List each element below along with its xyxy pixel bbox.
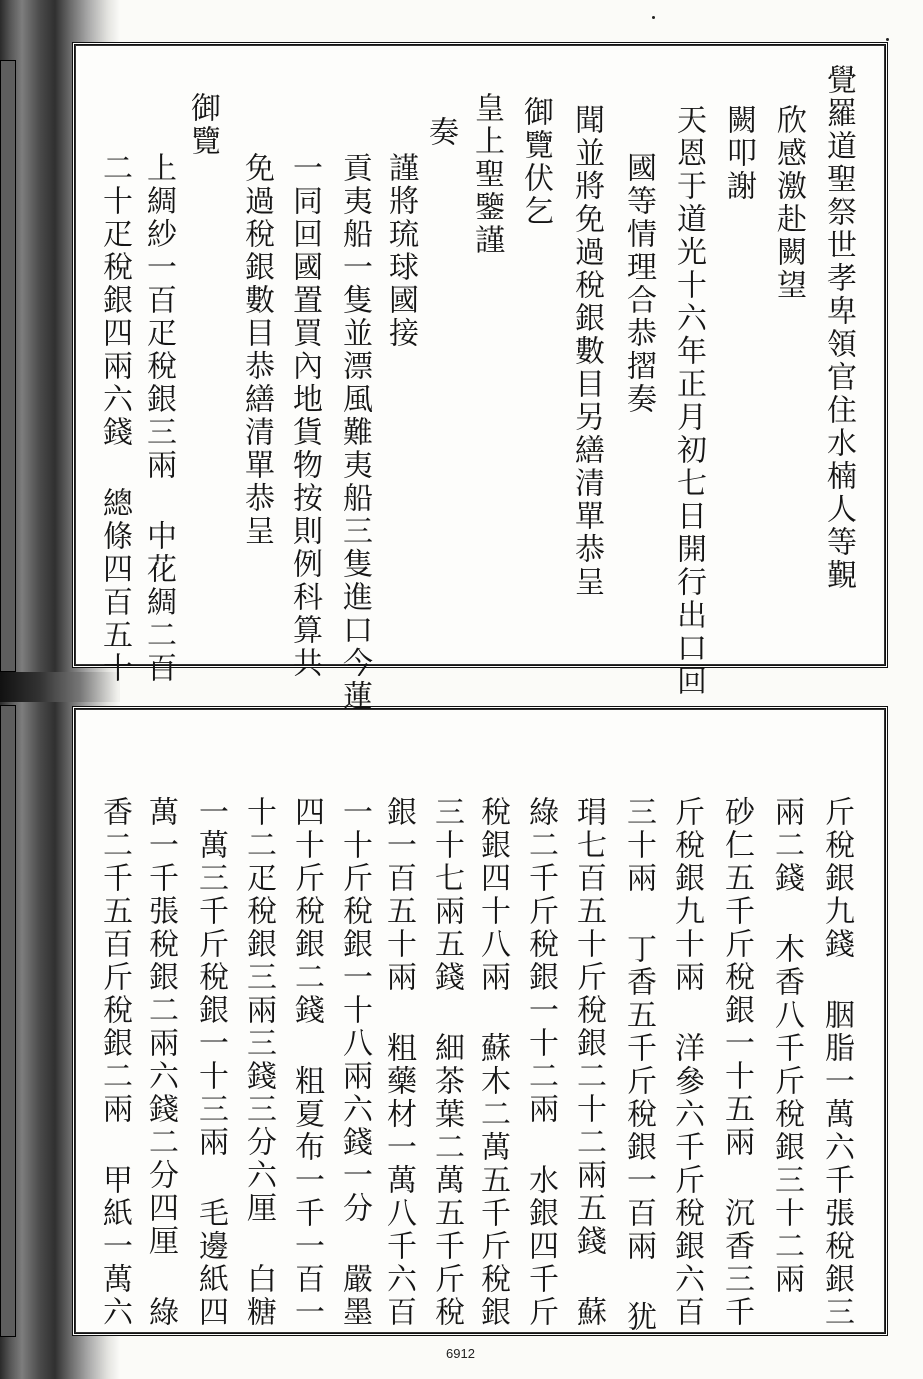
text-column: 萬一千張稅銀二兩六錢二分四厘 綠	[143, 796, 178, 1329]
previous-page-edge-bottom	[0, 705, 16, 1337]
text-column: 覺羅道聖祭世孝卑領官住水楠人等覲	[821, 64, 856, 592]
text-column: 兩二錢 木香八千斤稅銀三十二兩	[769, 796, 804, 1296]
text-column: 聞並將免過稅銀數目另繕清單恭呈	[569, 104, 604, 599]
text-column: 一同回國置買內地貨物按則例科算共	[287, 152, 322, 680]
text-column: 欣感激赴闕望	[771, 104, 806, 302]
text-column: 謹將琉球國接	[383, 152, 418, 350]
text-column: 天恩于道光十六年正月初七日開行出口回	[671, 104, 706, 698]
page-number: 6912	[446, 1346, 475, 1361]
text-column: 琄七百五十斤稅銀二十二兩五錢 蘇	[571, 796, 606, 1329]
text-column: 三十七兩五錢 細茶葉二萬五千斤稅	[429, 796, 464, 1329]
text-column: 四十斤稅銀二錢 粗夏布一千一百一	[289, 796, 324, 1329]
text-column: 奏	[423, 116, 458, 149]
paper-speck	[886, 38, 889, 41]
previous-page-edge-top	[0, 60, 16, 672]
text-column: 砂仁五千斤稅銀一十五兩 沉香三千	[719, 796, 754, 1329]
text-column: 一萬三千斤稅銀一十三兩 毛邊紙四	[193, 796, 228, 1329]
text-column: 闕叩謝	[721, 104, 756, 203]
text-column: 二十疋稅銀四兩六錢 總條四百五十	[97, 152, 132, 685]
text-column: 斤稅銀九十兩 洋參六千斤稅銀六百	[669, 796, 704, 1329]
text-column: 十二疋稅銀三兩三錢三分六厘 白糖	[241, 796, 276, 1329]
text-column: 銀一百五十兩 粗藥材一萬八千六百	[381, 796, 416, 1329]
text-column: 稅銀四十八兩 蘇木二萬五千斤稅銀	[475, 796, 510, 1329]
text-column: 國等情理合恭摺奏	[621, 152, 656, 416]
paper-speck	[652, 16, 655, 19]
text-column: 免過稅銀數目恭繕清單恭呈	[239, 152, 274, 548]
text-column: 御覽	[185, 92, 220, 158]
text-column: 御覽伏乞	[518, 96, 553, 228]
text-column: 斤稅銀九錢 胭脂一萬六千張稅銀三	[819, 796, 854, 1329]
text-column: 綠二千斤稅銀一十二兩 水銀四千斤	[523, 796, 558, 1329]
text-column: 三十兩 丁香五千斤稅銀一百兩 犹	[621, 796, 656, 1334]
text-column: 香二千五百斤稅銀二兩 甲紙一萬六	[97, 796, 132, 1329]
text-column: 貢夷船一隻並漂風難夷船三隻進口今蓮	[337, 152, 372, 713]
text-column: 一十斤稅銀一十八兩六錢一分 嚴墨	[337, 796, 372, 1329]
text-column: 上綢紗一百疋稅銀三兩 中花綢二百	[141, 152, 176, 685]
text-column: 皇上聖鑒謹	[469, 92, 504, 257]
